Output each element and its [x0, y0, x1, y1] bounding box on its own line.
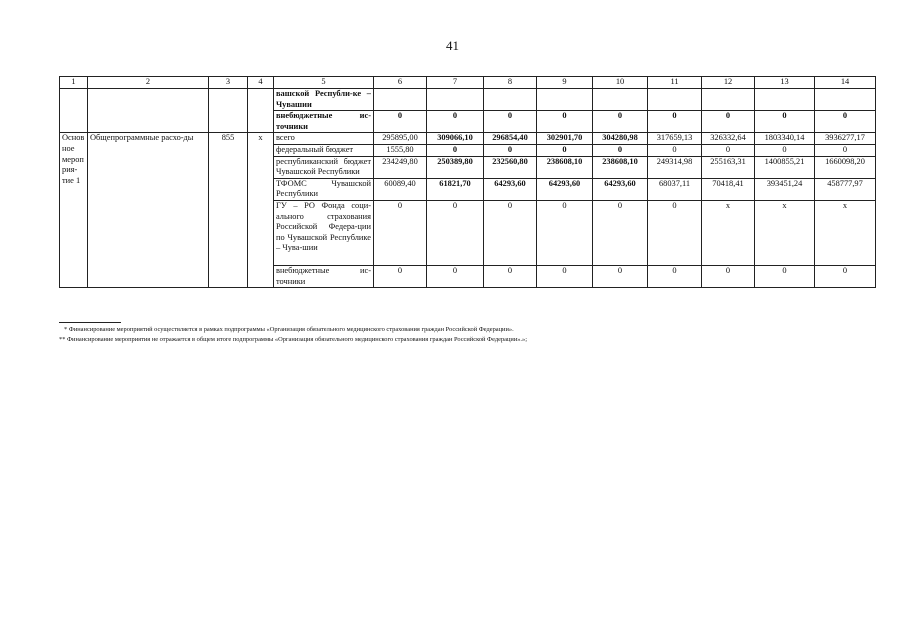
budget-table [59, 76, 876, 288]
table-row [60, 133, 876, 145]
value-cell: 0 [755, 144, 815, 156]
value-cell: 458777,97 [815, 178, 876, 200]
value-cell: 0 [648, 144, 702, 156]
value-cell: 232560,80 [484, 156, 537, 178]
value-cell: 0 [484, 144, 537, 156]
value-cell: 302901,70 [537, 133, 593, 145]
col-header-14: 14 [815, 77, 876, 89]
value-cell: 326332,64 [702, 133, 755, 145]
value-cell: 238608,10 [593, 156, 648, 178]
value-cell: 64293,60 [593, 178, 648, 200]
value-cell: 317659,13 [648, 133, 702, 145]
footnotes [59, 322, 879, 345]
value-cell: 0 [648, 265, 702, 287]
value-cell: 60089,40 [374, 178, 427, 200]
col-header-13: 13 [755, 77, 815, 89]
value-cell: 0 [374, 265, 427, 287]
value-cell: 0 [593, 265, 648, 287]
value-cell: 1400855,21 [755, 156, 815, 178]
value-cell: 250389,80 [427, 156, 484, 178]
value-cell: 255163,31 [702, 156, 755, 178]
source-label: внебюджетные ис-точники [274, 111, 374, 133]
col-header-7: 7 [427, 77, 484, 89]
value-cell: 0 [537, 111, 593, 133]
value-cell: 393451,24 [755, 178, 815, 200]
value-cell: 0 [537, 144, 593, 156]
activity-marker: x [248, 133, 274, 288]
source-label: ТФОМС Чувашской Республики [274, 178, 374, 200]
activity-code: 855 [209, 133, 248, 288]
value-cell: 0 [537, 265, 593, 287]
value-cell: x [815, 200, 876, 265]
value-cell: x [702, 200, 755, 265]
col-header-11: 11 [648, 77, 702, 89]
value-cell: 64293,60 [484, 178, 537, 200]
col-header-3: 3 [209, 77, 248, 89]
value-cell: 0 [755, 265, 815, 287]
source-label: ГУ – РО Фонда соци-ального страхования Российской Федера-ции по Чувашской Республике – Чува-шии [274, 200, 374, 265]
activity-name: Основное мероприя-тие 1 [60, 133, 88, 288]
col-header-8: 8 [484, 77, 537, 89]
col-header-6: 6 [374, 77, 427, 89]
col-header-9: 9 [537, 77, 593, 89]
page-number: 41 [446, 38, 459, 53]
value-cell: 0 [648, 200, 702, 265]
value-cell: 296854,40 [484, 133, 537, 145]
value-cell: 0 [593, 111, 648, 133]
value-cell: 0 [427, 111, 484, 133]
value-cell: 0 [374, 111, 427, 133]
footnote-2: ** Финансирование мероприятия не отражается в общем итоге подпрограммы «Организация обязательного медицинского страхования граждан Российской Федерации».»; [59, 336, 528, 343]
value-cell: 0 [815, 144, 876, 156]
footnote-rule [59, 322, 121, 323]
value-cell: 3936277,17 [815, 133, 876, 145]
col-header-12: 12 [702, 77, 755, 89]
value-cell: 0 [427, 200, 484, 265]
value-cell: 0 [593, 144, 648, 156]
value-cell: 0 [593, 200, 648, 265]
source-label: всего [274, 133, 374, 145]
value-cell: 249314,98 [648, 156, 702, 178]
value-cell: 0 [484, 265, 537, 287]
value-cell: 0 [702, 111, 755, 133]
col-header-10: 10 [593, 77, 648, 89]
value-cell: 0 [648, 111, 702, 133]
value-cell: 1803340,14 [755, 133, 815, 145]
value-cell: 1660098,20 [815, 156, 876, 178]
value-cell: 0 [702, 144, 755, 156]
value-cell: 238608,10 [537, 156, 593, 178]
value-cell: 1555,80 [374, 144, 427, 156]
value-cell: x [755, 200, 815, 265]
value-cell: 0 [815, 265, 876, 287]
col-header-1: 1 [60, 77, 88, 89]
source-label: республиканский бюджет Чувашской Республики [274, 156, 374, 178]
value-cell: 0 [427, 144, 484, 156]
col-header-5: 5 [274, 77, 374, 89]
value-cell: 0 [702, 265, 755, 287]
value-cell: 0 [755, 111, 815, 133]
value-cell: 0 [374, 200, 427, 265]
value-cell: 0 [484, 111, 537, 133]
source-label: федеральный бюджет [274, 144, 374, 156]
value-cell: 68037,11 [648, 178, 702, 200]
value-cell: 70418,41 [702, 178, 755, 200]
activity-description: Общепрограммные расхо-ды [88, 133, 209, 288]
source-label: внебюджетные ис-точники [274, 265, 374, 287]
value-cell: 61821,70 [427, 178, 484, 200]
value-cell: 0 [537, 200, 593, 265]
value-cell: 309066,10 [427, 133, 484, 145]
col-header-4: 4 [248, 77, 274, 89]
value-cell: 304280,98 [593, 133, 648, 145]
column-number-row [60, 77, 876, 89]
col-header-2: 2 [88, 77, 209, 89]
value-cell: 0 [815, 111, 876, 133]
value-cell: 234249,80 [374, 156, 427, 178]
value-cell: 295895,00 [374, 133, 427, 145]
value-cell: 0 [427, 265, 484, 287]
source-label: вашской Республи-ке – Чувашии [274, 89, 374, 111]
value-cell: 64293,60 [537, 178, 593, 200]
footnote-1: * Финансирование мероприятий осуществляется в рамках подпрограммы «Организация обязательного медицинского страхования граждан Российской Федерации». [64, 326, 514, 333]
value-cell: 0 [484, 200, 537, 265]
continuation-row [60, 89, 876, 111]
